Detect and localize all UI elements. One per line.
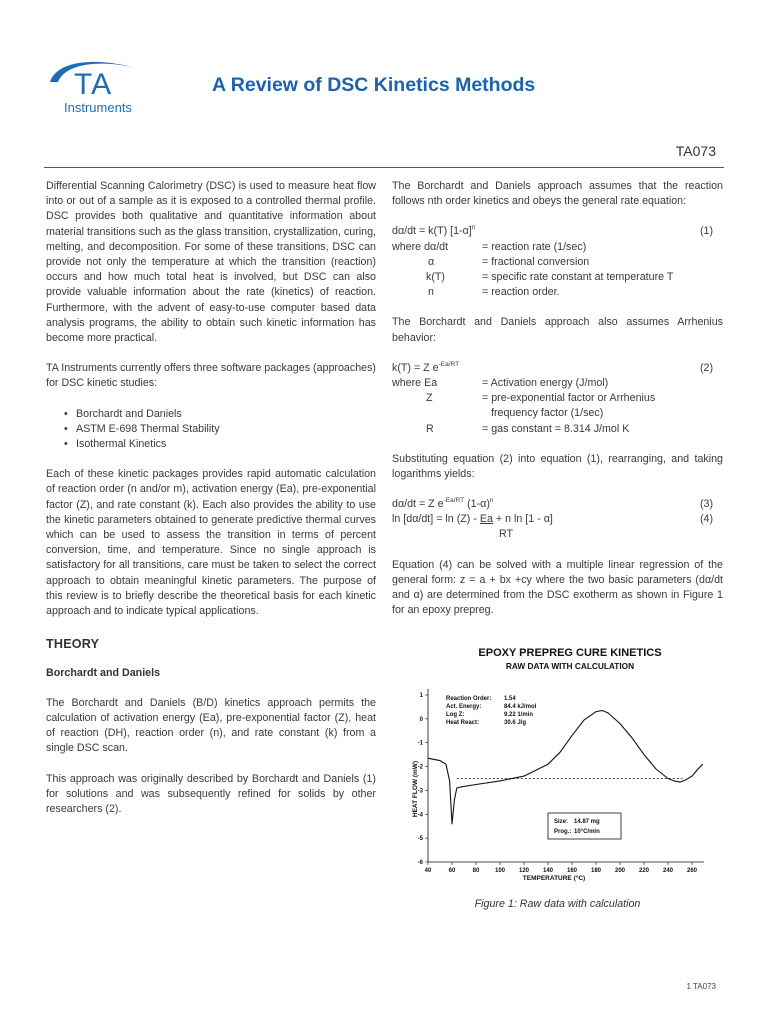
y-tick-label: 0 [419,716,423,723]
packages-description: Each of these kinetic packages provides rapid automatic calculation of reaction order (n and/or m), activation energy (Ea), pre-exponential factor (Z), and rate constant (k). Each also provides the ability to use the kinetic parameters obtained to generate predictive thermal curves which can be used to assess the transition in terms of percent conversion, time, and temperature. Since no single approach is satisfactory for all transitions, care must be taken to select the correct approach to obtain meaningful kinetic parameters. The purpose of this review is to briefly describe the theoretical basis for each kinetic approach and to indicate typical applications. [46,468,376,618]
regression-paragraph: Equation (4) can be solved with a multiple linear regression of the general form: z = a + bx +cy where the two basic parameters (dα/dt and α) are determined from the DSC exotherm as shown in Figure 1 for an epoxy prepreg. [392,558,723,617]
sample-value: 14.87 mg [574,819,600,825]
theory-heading: THEORY [46,637,100,652]
definition-row: k(T) = specific rate constant at temperature T [426,270,674,283]
info-value: 84.4 kJ/mol [504,704,537,710]
document-title: A Review of DSC Kinetics Methods [212,74,536,96]
y-tick-label: -2 [417,764,423,771]
logo-ta-text: TA [74,68,113,101]
borchardt-daniels-heading: Borchardt and Daniels [46,667,161,680]
x-tick-label: 120 [518,868,530,874]
x-tick-label: 260 [686,868,698,874]
definition-row: α = fractional conversion [428,255,590,268]
definition-row: n = reaction order. [428,286,560,299]
info-label: Reaction Order: [446,696,492,702]
right-column [392,179,723,633]
heat-flow-curve [428,711,703,824]
info-value: 30.6 J/g [504,720,527,726]
x-tick-label: 140 [542,868,554,874]
x-tick-label: 80 [472,868,480,874]
ta-instruments-logo [44,52,154,118]
equation-4-denominator: RT [499,528,514,541]
logo-instruments-text: Instruments [64,100,132,115]
definition-row: where Ea = Activation energy (J/mol) [392,376,609,389]
equation-number: (2) [699,361,713,374]
packages-intro: TA Instruments currently offers three software packages (approaches) for DSC kinetic studies: [46,362,376,390]
sample-info-box [548,813,621,839]
info-label: Act. Energy: [446,704,482,710]
equation-3: dα/dt = Z $e^{-Ea/RT}$ $(1-\alpha)^n$ (3) [392,497,723,512]
definition-row: Z = pre-exponential factor or Arrhenius [426,392,656,405]
equation-number: (4) [699,513,713,526]
sample-value: 10°C/min [574,829,600,835]
list-item: • ASTM E-698 Thermal Stability [76,422,376,437]
equation-1: dα/dt = k(T) $[1-\alpha]^n$ (1) [392,224,723,239]
substitution-paragraph: Substituting equation (2) into equation (1), rearranging, and taking logarithms yields: [392,452,723,480]
sample-label: Prog.: [554,829,572,835]
bd-assumption-paragraph: The Borchardt and Daniels approach assumes that the reaction follows nth order kinetics and obeys the general rate equation: [392,180,723,208]
y-tick-label: -5 [417,836,423,843]
page-footer: 1 TA073 [686,982,716,991]
x-tick-label: 200 [614,868,626,874]
y-axis-label: HEAT FLOW (mW) [412,760,419,818]
equations-3-4-block [392,497,723,543]
x-tick-label: 60 [448,868,456,874]
y-tick-label: 1 [419,693,423,699]
intro-paragraph: Differential Scanning Calorimetry (DSC) is used to measure heat flow into or out of a sample as it is exposed to a controlled thermal profile. DSC provides both qualitative and quantitative information about material transitions such as the glass transition, crystallization, curing, melting, and decomposition. For some of these transitions, DSC can provide not only the temperature at which the transition (reaction) occurs and how much total heat is involved, but DSC can also provide valuable information about the rate (kinetics) of reaction. Furthermore, with the advent of easy-to-use computer based data analysis programs, the ability to obtain such kinetic information has become more practical. [46,180,376,345]
definition-row: where dα/dt = reaction rate (1/sec) [392,240,587,253]
equation-4: ln [dα/dt] = ln (Z) - Ea + n ln [1 - α] (4) [392,512,723,527]
info-label: Heat React: [446,720,480,726]
y-tick-label: -3 [417,788,423,795]
bd-paragraph-2: This approach was originally described by Borchardt and Daniels (1) for solutions and was subsequently refined for solids by other researchers (2). [46,772,376,815]
x-tick-label: 160 [566,868,578,874]
list-item: • Borchardt and Daniels [76,407,376,422]
equation-number: (3) [699,498,713,511]
x-tick-label: 180 [590,868,602,874]
equation-2: k(T) = Z $e^{-Ea/RT}$ (2) [392,361,723,376]
list-item: • Isothermal Kinetics [76,437,376,452]
x-tick-label: 100 [494,868,506,874]
x-tick-label: 220 [638,868,650,874]
document-code: TA073 [675,143,716,159]
figure-caption: Figure 1: Raw data with calculation [474,898,641,910]
bd-paragraph-1: The Borchardt and Daniels (B/D) kinetics approach permits the calculation of activation energy (Ea), pre-exponential factor (Z), heat of reaction (DH), reaction order (n), and rate constant (k) from a single DSC scan. [46,696,376,755]
chart-title: EPOXY PREPREG CURE KINETICS [478,647,662,659]
sample-info [548,813,621,839]
x-tick-label: 40 [424,868,432,874]
arrhenius-paragraph: The Borchardt and Daniels approach also assumes Arrhenius behavior: [392,316,723,344]
info-value: 1.54 [504,696,516,702]
equation-1-block [392,224,723,300]
definition-row: frequency factor (1/sec) [491,407,604,420]
header-divider [44,167,724,168]
chart-svg [408,643,716,883]
y-tick-label: -4 [417,812,423,819]
equation-2-block [392,361,723,437]
y-tick-label: -1 [417,740,423,747]
left-column [46,179,376,832]
dsc-chart [408,643,716,883]
packages-list [46,407,376,453]
info-value: 9.22 1/min [504,712,534,718]
y-tick-label: -6 [417,860,423,866]
definition-row: R = gas constant = 8.314 J/mol K [426,422,630,435]
x-axis-label: TEMPERATURE (°C) [522,875,586,882]
chart-subtitle: RAW DATA WITH CALCULATION [505,661,635,671]
info-label: Log Z: [446,712,465,718]
x-tick-label: 240 [662,868,674,874]
equation-number: (1) [699,225,713,238]
reaction-info [446,696,537,726]
sample-label: Size: [554,819,569,825]
